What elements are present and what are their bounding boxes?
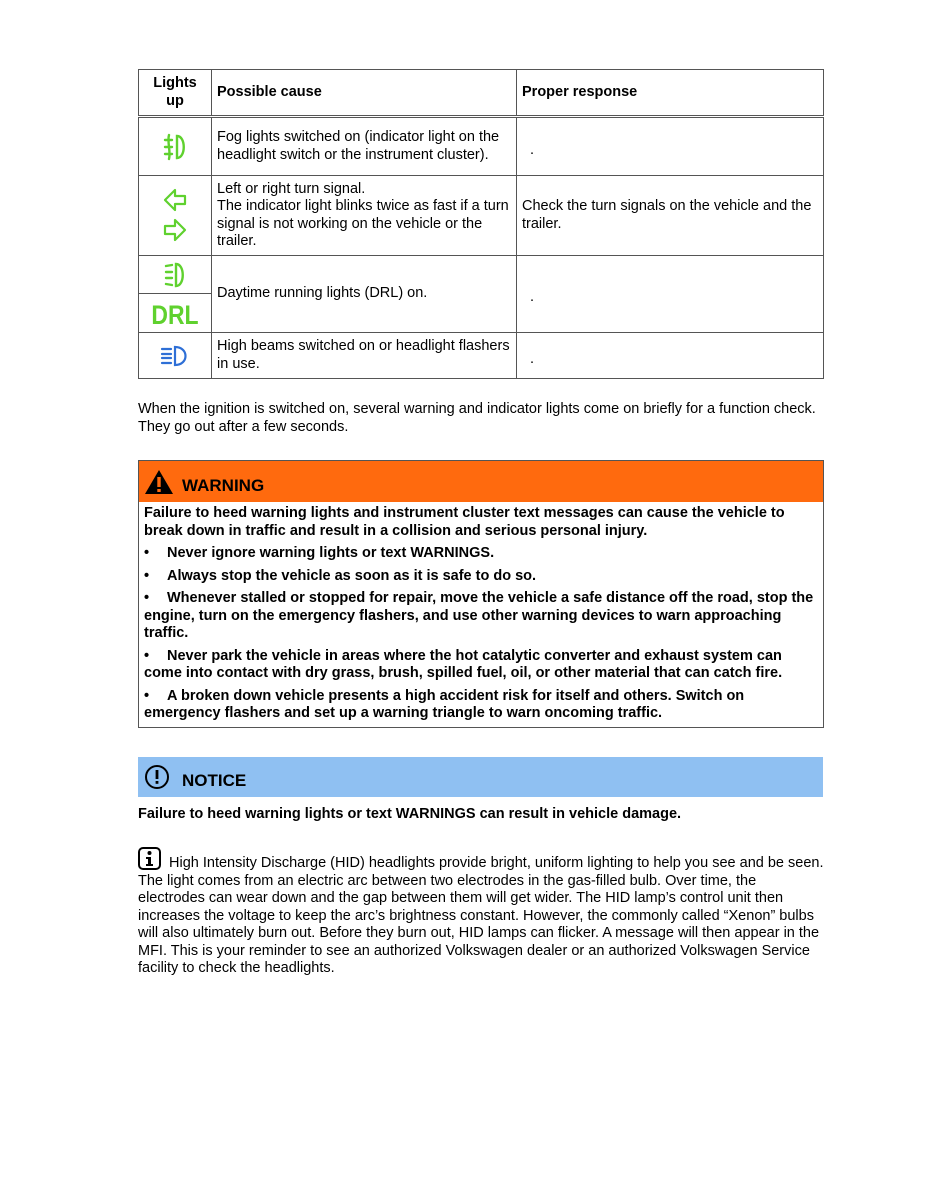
cause-cell: High beams switched on or headlight flashers in use. [212,333,517,379]
warning-lead: Failure to heed warning lights and instrument cluster text messages can cause the vehicle to break down in traffic and result in a collision and serious personal injury. [144,505,785,539]
notice-header [138,757,823,797]
table-header-row [139,70,824,117]
cause-cell: Left or right turn signal. The indicator light blinks twice as fast if a turn signal is not working on the vehicle or the trailer. [212,176,517,256]
warning-bullet: • Always stop the vehicle as soon as it is safe to do so. [144,567,537,584]
table-row [139,333,824,379]
table-row [139,256,824,294]
response-cell: Check the turn signals on the vehicle and the trailer. [517,176,824,256]
table-row [139,117,824,176]
warning-bullet: • Never ignore warning lights or text WARNINGS. [144,545,495,561]
header-possible-cause: Possible cause [212,70,517,117]
warning-header [139,461,823,502]
table-row [139,176,824,256]
header-proper-response: Proper response [517,70,824,117]
info-text: High Intensity Discharge (HID) headlights provide bright, uniform lighting to help you see and be seen. The light comes from an electric arc between two electrodes in the gas-filled bulb. Over time, the electrodes can wear down and the gap between them will get wider. The HID lamp’s control unit then increases the voltage to keep the arc’s brightness constant. However, the commonly called “Xenon” bulbs will also ultimately burn out. Before they burn out, HID lamps can flicker. A message will then appear in the MFI. This is your reminder to see an authorized Volkswagen dealer or an authorized Volkswagen Service facility to check the headlights. [138,855,824,976]
info-paragraph [138,847,826,978]
warning-bullet: • Never park the vehicle in areas where the hot catalytic converter and exhaust system can come into contact with dry grass, brush, spilled fuel, oil, or other material that can catch fire. [144,647,783,681]
response-cell: . [517,333,824,379]
response-cell: . [517,256,824,333]
notice-exclamation-icon [144,764,170,790]
daytime-running-light-icon [162,261,188,289]
cause-cell: Daytime running lights (DRL) on. [212,256,517,333]
high-beam-icon [159,345,191,367]
drl-icon [151,298,199,331]
notice-title: NOTICE [182,771,247,790]
drl-text: DRL [151,300,199,331]
warning-bullet: • Whenever stalled or stopped for repair, move the vehicle a safe distance off the road, stop the engine, turn on the emergency flashers, and use other warning devices to warn approaching traffic. [144,590,814,641]
info-icon [138,847,161,870]
warning-triangle-icon [144,469,174,495]
warning-title: WARNING [182,475,265,495]
turn-signal-icon [162,188,188,244]
notice-text: Failure to heed warning lights or text WARNINGS can result in vehicle damage. [138,806,682,822]
warning-bullet: • A broken down vehicle presents a high accident risk for itself and others. Switch on emergency flashers and set up a warning triangle to warn oncoming traffic. [144,687,745,721]
intro-paragraph: When the ignition is switched on, several warning and indicator lights come on briefly for a function check. They go out after a few seconds. [138,401,816,435]
indicator-lights-table [138,69,824,379]
warning-box [138,460,824,728]
header-lights-up: Lights up [139,70,212,117]
response-cell: . [517,117,824,176]
fog-light-icon [162,133,188,161]
warning-body [139,502,823,727]
cause-cell: Fog lights switched on (indicator light on the headlight switch or the instrument cluster). [212,117,517,176]
